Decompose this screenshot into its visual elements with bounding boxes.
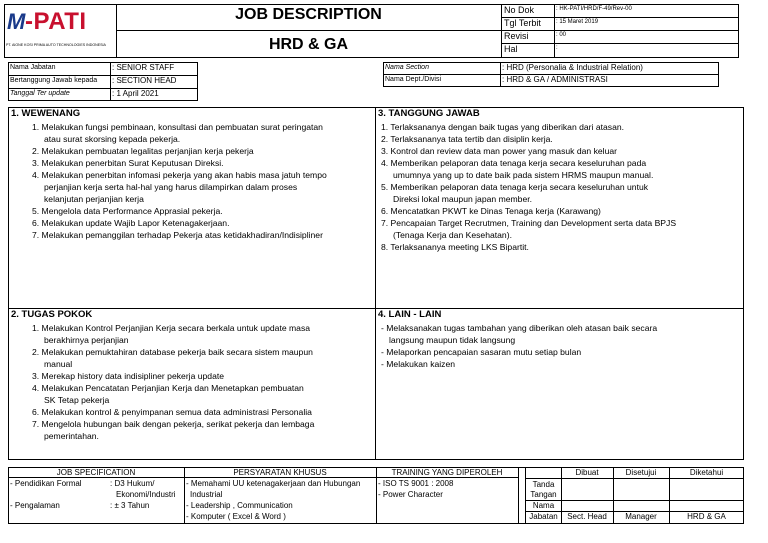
- list-item: - Leadership , Communication: [186, 501, 293, 510]
- tgl-terbit-value: : 15 Maret 2019: [556, 19, 599, 25]
- list-item: - Komputer ( Excel & Word ): [186, 512, 286, 521]
- job-spec-label: - Pendidikan Formal: [10, 479, 82, 488]
- list-item: - Melaporkan pencapaian sasaran mutu setiap bulan: [381, 347, 582, 357]
- job-spec-title: JOB SPECIFICATION: [56, 468, 136, 477]
- doc-title: JOB DESCRIPTION: [235, 6, 382, 23]
- approval-table: [525, 467, 744, 524]
- list-item: kelanjutan perjanjian kerja: [44, 194, 144, 204]
- approval-row-label: Nama: [532, 501, 555, 510]
- job-spec-label: - Pengalaman: [10, 501, 60, 510]
- nama-section-label: Nama Section: [385, 64, 429, 71]
- list-item: 3. Kontrol dan review data man power yang masuk dan keluar: [381, 146, 617, 156]
- list-item: 2. Melakukan pemuktahiran database pekerja baik secara sistem maupun: [32, 347, 313, 357]
- nama-section-value: : HRD (Personalia & Industrial Relation): [502, 63, 643, 72]
- list-item: 2. Terlaksananya tata tertib dan disiplin kerja.: [381, 134, 553, 144]
- section-title: 1. WEWENANG: [11, 108, 81, 119]
- list-item: 3. Melakukan penerbitan Surat Keputusan Direksi.: [32, 158, 224, 168]
- list-item: perjanjian kerja serta hal-hal yang harus dilampirkan dalam proses: [44, 182, 298, 192]
- approval-header: Diketahui: [689, 468, 724, 477]
- list-item: manual: [44, 359, 73, 369]
- logo-company: PT. AIONE KOSI PRIMA AUTO TECHNOLOGIES INDONESIA: [6, 43, 106, 47]
- approval-header: Dibuat: [575, 468, 599, 477]
- list-item: 8. Terlaksananya meeting LKS Bipartit.: [381, 242, 529, 252]
- list-item: SK Tetap pekerja: [44, 395, 110, 405]
- job-spec-value: : D3 Hukum/: [110, 479, 155, 488]
- jabatan-dibuat: Sect. Head: [567, 512, 607, 521]
- list-item: pemerintahan.: [44, 431, 99, 441]
- list-item: - Memahami UU ketenagakerjaan dan Hubungan: [186, 479, 361, 488]
- jabatan-disetujui: Manager: [625, 512, 657, 521]
- approval-row-label: Tanda Tangan: [530, 480, 557, 499]
- logo-mark: M: [7, 9, 26, 34]
- list-item: - Power Character: [378, 490, 443, 499]
- section-lain-lain: [377, 309, 742, 459]
- approval-row-label: Jabatan: [529, 512, 558, 521]
- hal-label: Hal: [504, 44, 518, 54]
- list-item: 6. Mencatatkan PKWT ke Dinas Tenaga kerja (Karawang): [381, 206, 601, 216]
- list-item: - ISO TS 9001 : 2008: [378, 479, 454, 488]
- jabatan-diketahui: HRD & GA: [687, 512, 726, 521]
- list-item: atau surat skorsing kepada pekerja.: [44, 134, 181, 144]
- hal-value: :: [556, 45, 558, 51]
- list-item: 1. Terlaksananya dengan baik tugas yang diberikan dari atasan.: [381, 122, 625, 132]
- list-item: berakhirnya perjanjian: [44, 335, 129, 345]
- persyaratan-title: PERSYARATAN KHUSUS: [233, 468, 327, 477]
- nama-jabatan-value: : SENIOR STAFF: [112, 63, 175, 72]
- training-title: TRAINING YANG DIPEROLEH: [391, 468, 503, 477]
- list-item: Direksi lokal maupun japan member.: [393, 194, 532, 204]
- no-dok-value: : HK-PATI/HRD/F-49/Rev-00: [556, 6, 632, 12]
- section-wewenang: [10, 108, 372, 306]
- section-title: 4. LAIN - LAIN: [378, 309, 442, 320]
- tanggal-update-value: : 1 April 2021: [112, 89, 159, 98]
- revisi-value: : 00: [556, 32, 567, 38]
- bertanggung-jawab-value: : SECTION HEAD: [112, 76, 177, 85]
- list-item: 4. Melakukan penerbitan infomasi pekerja yang akan habis masa jatuh tempo: [32, 170, 327, 180]
- list-item: - Melaksanakan tugas tambahan yang diberikan oleh atasan baik secara: [381, 323, 658, 333]
- list-item: 1. Melakukan fungsi pembinaan, konsultasi dan pembuatan surat peringatan: [32, 122, 323, 132]
- tanggal-update-label: Tanggal Ter update: [10, 90, 70, 97]
- list-item: 2. Melakukan pembuatan legalitas perjanjian kerja pekerja: [32, 146, 254, 156]
- nama-dept-label: Nama Dept./Divisi: [385, 76, 442, 83]
- list-item: 4. Memberikan pelaporan data tenaga kerja secara keseluruhan pada: [381, 158, 647, 168]
- nama-jabatan-label: Nama Jabatan: [10, 64, 56, 71]
- section-tanggung-jawab: [377, 108, 742, 306]
- list-item: 5. Memberikan pelaporan data tenaga kerja secara keseluruhan untuk: [381, 182, 649, 192]
- list-item: 6. Melakukan kontrol & penyimpanan semua data administrasi Personalia: [32, 407, 312, 417]
- list-item: langsung maupun tidak langsung: [389, 335, 516, 345]
- list-item: Industrial: [190, 490, 223, 499]
- approval-header: Disetujui: [625, 468, 657, 477]
- list-item: 4. Melakukan Pencatatan Perjanjian Kerja dan Menetapkan pembuatan: [32, 383, 304, 393]
- tgl-terbit-label: Tgl Terbit: [504, 18, 541, 28]
- list-item: umumnya yang up to date baik pada sistem HRMS maupun manual.: [393, 170, 654, 180]
- section-title: 3. TANGGUNG JAWAB: [378, 108, 480, 119]
- section-tugas-pokok: [10, 309, 372, 459]
- list-item: 1. Melakukan Kontrol Perjanjian Kerja secara berkala untuk update masa: [32, 323, 311, 333]
- bertanggung-jawab-label: Bertanggung Jawab kepada: [10, 77, 98, 84]
- job-spec-value: : ± 3 Tahun: [110, 501, 150, 510]
- logo-text: -PATI: [25, 8, 87, 35]
- list-item: - Melakukan kaizen: [381, 359, 456, 369]
- doc-subtitle: HRD & GA: [268, 36, 349, 53]
- nama-dept-value: : HRD & GA / ADMINISTRASI: [502, 75, 608, 84]
- list-item: 5. Mengelola data Performance Apprasial pekerja.: [32, 206, 223, 216]
- revisi-label: Revisi: [504, 31, 529, 41]
- list-item: 7. Pencapaian Target Recrutmen, Training dan Development serta data BPJS: [381, 218, 677, 228]
- no-dok-label: No Dok: [504, 5, 535, 15]
- list-item: (Tenaga Kerja dan Kesehatan).: [393, 230, 512, 240]
- list-item: 6. Melakukan update Wajib Lapor Ketenagakerjaan.: [32, 218, 230, 228]
- job-spec-value: Ekonomi/Industri: [116, 490, 176, 499]
- list-item: 3. Merekap history data indisipliner pekerja update: [32, 371, 225, 381]
- logo: [5, 5, 115, 57]
- section-title: 2. TUGAS POKOK: [11, 309, 93, 320]
- list-item: 7. Melakukan pemanggilan terhadap Pekerja atas ketidakhadiran/Indisipliner: [32, 230, 323, 240]
- list-item: 7. Mengelola hubungan baik dengan pekerja, serikat pekerja dan lembaga: [32, 419, 315, 429]
